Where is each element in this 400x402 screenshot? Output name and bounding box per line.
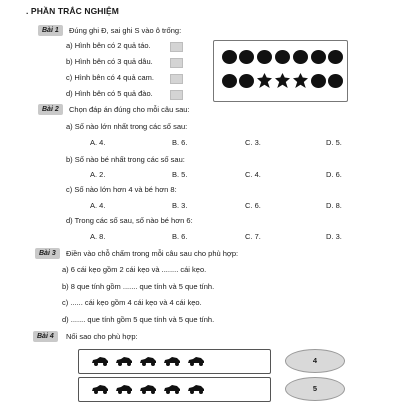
option-b-D[interactable]: D. 6. xyxy=(326,170,342,179)
fruit-icon xyxy=(328,74,343,88)
car-icon xyxy=(163,356,181,366)
bai3-instruction: Điền vào chỗ chấm trong mỗi câu sau cho phù hợp: xyxy=(66,249,239,258)
car-icon xyxy=(163,384,181,394)
car-icon xyxy=(91,384,109,394)
bai2-instruction: Chọn đáp án đúng cho mỗi câu sau: xyxy=(69,105,190,114)
number-oval-5[interactable]: 5 xyxy=(285,377,345,401)
option-d-D[interactable]: D. 3. xyxy=(326,232,342,241)
bai2-question-c: c) Số nào lớn hơn 4 và bé hơn 8: xyxy=(66,185,177,194)
bai3-item-d: d) ....... que tính gồm 5 que tính và 5 que tính. xyxy=(62,315,215,324)
bai1-item-b: b) Hình bên có 3 quả dâu. xyxy=(66,57,153,66)
bai4-instruction: Nối sao cho phù hợp: xyxy=(66,332,138,341)
option-b-A[interactable]: A. 2. xyxy=(90,170,106,179)
fruit-picture xyxy=(213,40,348,102)
fruit-icon xyxy=(275,50,290,64)
bai2-tag: Bài 2 xyxy=(38,104,63,115)
strawberry-icon xyxy=(257,73,272,88)
fruit-icon xyxy=(239,74,254,88)
bai2-question-b: b) Số nào bé nhất trong các số sau: xyxy=(66,155,185,164)
strawberry-icon xyxy=(293,73,308,88)
car-row-2[interactable] xyxy=(78,377,271,402)
car-row-1[interactable] xyxy=(78,349,271,374)
car-icon xyxy=(115,384,133,394)
option-b-B[interactable]: B. 5. xyxy=(172,170,188,179)
fruit-icon xyxy=(311,74,326,88)
fruit-icon xyxy=(328,50,343,64)
answer-box-b[interactable] xyxy=(170,58,183,68)
car-icon xyxy=(187,384,205,394)
section-title: . PHẦN TRẮC NGHIỆM xyxy=(26,6,119,16)
answer-box-c[interactable] xyxy=(170,74,183,84)
option-a-D[interactable]: D. 5. xyxy=(326,138,342,147)
bai3-item-c: c) ...... cái kẹo gồm 4 cái kẹo và 4 cái kẹo. xyxy=(62,298,202,307)
car-icon xyxy=(139,356,157,366)
option-a-C[interactable]: C. 3. xyxy=(245,138,261,147)
answer-box-d[interactable] xyxy=(170,90,183,100)
fruit-icon xyxy=(311,50,326,64)
bai2-question-a: a) Số nào lớn nhất trong các số sau: xyxy=(66,122,188,131)
option-d-B[interactable]: B. 6. xyxy=(172,232,188,241)
option-a-B[interactable]: B. 6. xyxy=(172,138,188,147)
car-icon xyxy=(91,356,109,366)
option-c-C[interactable]: C. 6. xyxy=(245,201,261,210)
option-d-A[interactable]: A. 8. xyxy=(90,232,106,241)
number-oval-4[interactable]: 4 xyxy=(285,349,345,373)
car-icon xyxy=(187,356,205,366)
fruit-icon xyxy=(257,50,272,64)
bai1-item-d: d) Hình bên có 5 quả đào. xyxy=(66,89,153,98)
option-d-C[interactable]: C. 7. xyxy=(245,232,261,241)
bai2-question-d: d) Trong các số sau, số nào bé hơn 6: xyxy=(66,216,193,225)
fruit-icon xyxy=(222,74,237,88)
bai3-item-b: b) 8 que tính gồm ....... que tính và 5 que tính. xyxy=(62,282,215,291)
bai1-item-c: c) Hình bên có 4 quả cam. xyxy=(66,73,154,82)
option-b-C[interactable]: C. 4. xyxy=(245,170,261,179)
strawberry-icon xyxy=(275,73,290,88)
bai1-instruction: Đúng ghi Đ, sai ghi S vào ô trống: xyxy=(69,26,182,35)
option-c-D[interactable]: D. 8. xyxy=(326,201,342,210)
bai1-item-a: a) Hình bên có 2 quả táo. xyxy=(66,41,151,50)
bai4-tag: Bài 4 xyxy=(33,331,58,342)
car-icon xyxy=(115,356,133,366)
option-c-A[interactable]: A. 4. xyxy=(90,201,106,210)
bai1-tag: Bài 1 xyxy=(38,25,63,36)
fruit-icon xyxy=(239,50,254,64)
car-icon xyxy=(139,384,157,394)
answer-box-a[interactable] xyxy=(170,42,183,52)
bai3-item-a: a) 6 cái kẹo gồm 2 cái kẹo và ........ cái kẹo. xyxy=(62,265,207,274)
fruit-icon xyxy=(222,50,237,64)
option-c-B[interactable]: B. 3. xyxy=(172,201,188,210)
fruit-icon xyxy=(293,50,308,64)
bai3-tag: Bài 3 xyxy=(35,248,60,259)
option-a-A[interactable]: A. 4. xyxy=(90,138,106,147)
